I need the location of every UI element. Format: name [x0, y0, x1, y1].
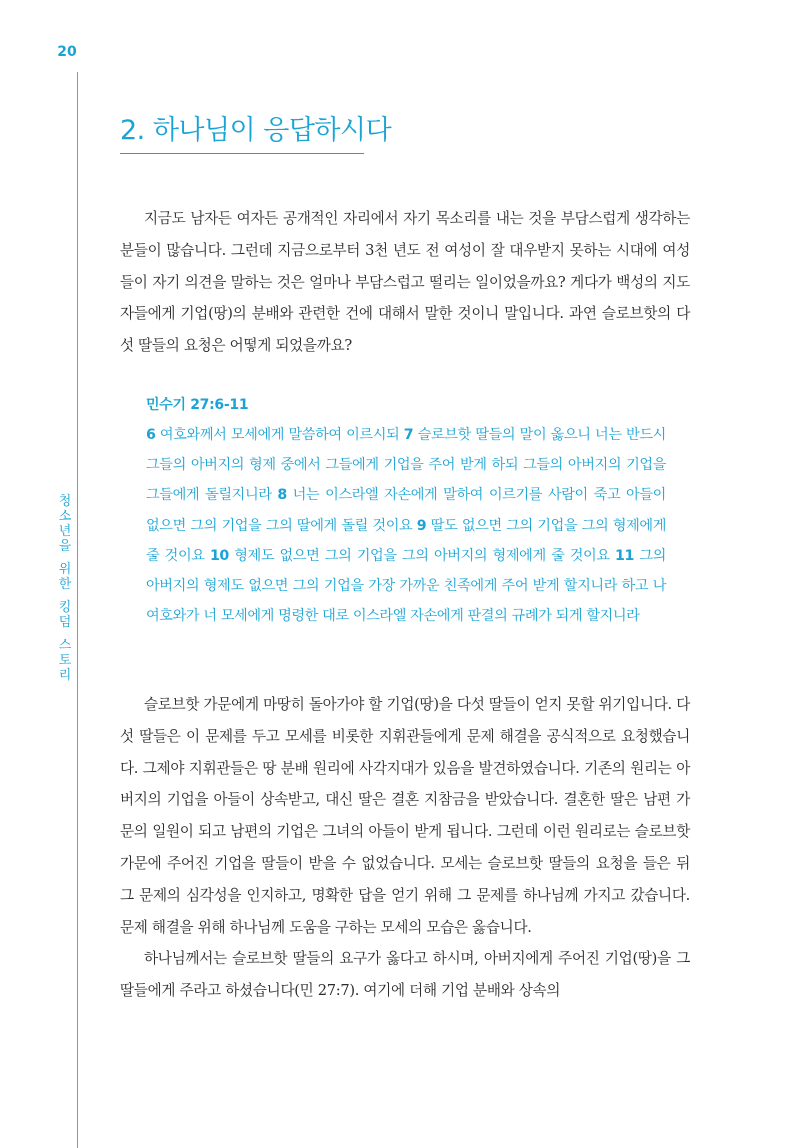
verse-text: 여호와께서 모세에게 말씀하여 이르시되	[159, 427, 400, 443]
chapter-title: 2. 하나님이 응답하시다	[120, 108, 364, 154]
verse-number: 10	[209, 547, 229, 564]
intro-paragraph-text: 지금도 남자든 여자든 공개적인 자리에서 자기 목소리를 내는 것을 부담스럽게 생각하는 분들이 많습니다. 그런데 지금으로부터 3천 년도 전 여성이 잘 대우받지 못하는 시대에 여성들이 자기 의견을 말하는 것은 얼마나 부담스럽고 떨리는 일이었을까요? 게다가 백성의 지도자들에게 기업(땅)의 분배와 관련한 건에 대해서 말한 것이니 말입니다. 과연 슬로브핫의 다섯 딸들의 요청은 어떻게 되었을까요?	[120, 210, 690, 355]
body-paragraph: 슬로브핫 가문에게 마땅히 돌아가야 할 기업(땅)을 다섯 딸들이 얻지 못할 위기입니다. 다섯 딸들은 이 문제를 두고 모세를 비롯한 지휘관들에게 문제 해결을 공식적으로 요청했습니다. 그제야 지휘관들은 땅 분배 원리에 사각지대가 있음을 발견하였습니다. 기존의 원리는 아버지의 기업을 아들이 상속받고, 대신 딸은 결혼 지참금을 받았습니다. 결혼한 딸은 남편 가문의 일원이 되고 남편의 기업은 그녀의 아들이 받게 됩니다. 그런데 이런 원리로는 슬로브핫 가문에 주어진 기업을 딸들이 받을 수 없었습니다. 모세는 슬로브핫 딸들의 요청을 들은 뒤 그 문제의 심각성을 인지하고, 명확한 답을 얻기 위해 그 문제를 하나님께 가지고 갔습니다. 문제 해결을 위해 하나님께 도움을 구하는 모세의 모습은 옳습니다.	[120, 696, 690, 936]
verse-text: 형제도 없으면 그의 기업을 그의 아버지의 형제에게 줄 것이요	[234, 547, 610, 564]
body-paragraph: 하나님께서는 슬로브핫 딸들의 요구가 옳다고 하시며, 아버지에게 주어진 기업(땅)을 그 딸들에게 주라고 하셨습니다(민 27:7). 여기에 더해 기업 분배와 상속의	[120, 950, 690, 1000]
body-text	[120, 689, 690, 1007]
scripture-block	[146, 394, 666, 631]
verse-text: 너는 이스라엘 자손에게 말하여 이르기를 사람이 죽고 아들이 없으면 그의 기업을 그의 딸에게 돌릴 것이요	[146, 487, 666, 534]
margin-rule	[77, 72, 78, 1148]
verse-text: 그의 아버지의 형제도 없으면 그의 기업을 가장 가까운 친족에게 주어 받게 할지니라 하고 나 여호와가 너 모세에게 명령한 대로 이스라엘 자손에게 판결의 규례가 되게 할지니라	[146, 547, 666, 625]
scripture-text	[146, 420, 666, 631]
verse-number: 7	[403, 427, 414, 443]
intro-paragraph	[120, 203, 690, 362]
verse-number: 6	[146, 427, 156, 443]
verse-number: 11	[615, 547, 634, 564]
side-running-title: 청 소 년 을 위 한 킹 덤 스 토 리	[58, 494, 72, 683]
verse-text: 딸도 없으면 그의 기업을 그의 형제에게 줄 것이요	[146, 517, 666, 564]
scripture-reference: 민수기 27:6-11	[146, 397, 249, 413]
verse-number: 9	[416, 517, 427, 534]
verse-number: 8	[277, 487, 287, 504]
verse-text: 슬로브핫 딸들의 말이 옳으니 너는 반드시 그들의 아버지의 형제 중에서 그들에게 기업을 주어 받게 하되 그들의 아버지의 기업을 그들에게 돌릴지니라	[146, 427, 666, 504]
page-number: 20	[57, 44, 77, 60]
